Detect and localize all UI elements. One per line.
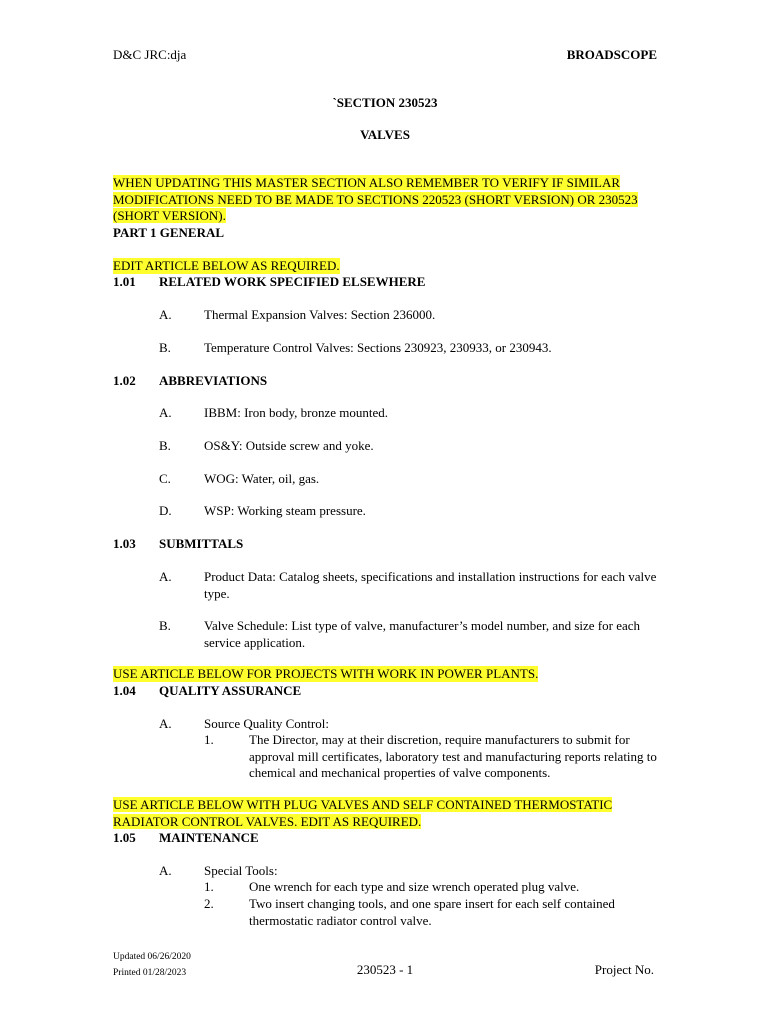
article-title: SUBMITTALS <box>159 536 244 551</box>
article-number: 1.05 <box>113 830 136 845</box>
item-text: Valve Schedule: List type of valve, manufacturer’s model number, and size for each service application. <box>204 618 641 650</box>
item-text: WSP: Working steam pressure. <box>204 503 366 518</box>
sub-item-number: 1. <box>204 879 214 894</box>
article-number: 1.02 <box>113 373 136 388</box>
item-text: OS&Y: Outside screw and yoke. <box>204 438 374 453</box>
footer-project: Project No. <box>594 962 654 977</box>
editor-note-plug: USE ARTICLE BELOW WITH PLUG VALVES AND SELF CONTAINED THERMOSTATIC RADIATOR CONTROL VALVES. EDIT AS REQUIRED. <box>113 797 613 829</box>
section-name: VALVES <box>360 127 410 142</box>
item-letter: A. <box>159 405 172 420</box>
article-title: ABBREVIATIONS <box>159 373 268 388</box>
item-letter: A. <box>159 569 172 584</box>
header-right: BROADSCOPE <box>566 47 657 62</box>
item-text: IBBM: Iron body, bronze mounted. <box>204 405 389 420</box>
sub-item-text: One wrench for each type and size wrench operated plug valve. <box>249 879 580 894</box>
footer-updated: Updated 06/26/2020 <box>113 952 191 962</box>
item-text: Special Tools: <box>204 863 278 878</box>
sub-item-number: 2. <box>204 896 214 911</box>
item-letter: A. <box>159 716 172 731</box>
item-text: Temperature Control Valves: Sections 230923, 230933, or 230943. <box>204 340 552 355</box>
article-title: MAINTENANCE <box>159 830 259 845</box>
item-letter: B. <box>159 618 171 633</box>
part-1-heading: PART 1 GENERAL <box>113 225 225 240</box>
article-number: 1.04 <box>113 683 136 698</box>
header-left: D&C JRC:dja <box>113 47 187 62</box>
item-letter: A. <box>159 863 172 878</box>
sub-item-number: 1. <box>204 732 214 747</box>
editor-note-power: USE ARTICLE BELOW FOR PROJECTS WITH WORK IN POWER PLANTS. <box>113 666 539 681</box>
item-letter: B. <box>159 340 171 355</box>
item-letter: A. <box>159 307 172 322</box>
footer-printed: Printed 01/28/2023 <box>113 968 187 978</box>
editor-note-edit: EDIT ARTICLE BELOW AS REQUIRED. <box>113 258 340 273</box>
article-number: 1.03 <box>113 536 136 551</box>
article-number: 1.01 <box>113 274 136 289</box>
sub-item-text: Two insert changing tools, and one spare insert for each self contained thermostatic radiator control valve. <box>249 896 615 928</box>
article-title: QUALITY ASSURANCE <box>159 683 302 698</box>
item-text: Source Quality Control: <box>204 716 329 731</box>
item-text: Thermal Expansion Valves: Section 236000. <box>204 307 436 322</box>
item-text: Product Data: Catalog sheets, specifications and installation instructions for each valve type. <box>204 569 657 601</box>
editor-note-top: WHEN UPDATING THIS MASTER SECTION ALSO REMEMBER TO VERIFY IF SIMILAR MODIFICATIONS NEED TO BE MADE TO SECTIONS 220523 (SHORT VERSION) OR 230523 (SHORT VERSION). <box>113 175 638 223</box>
section-title: `SECTION 230523 <box>332 95 438 110</box>
item-text: WOG: Water, oil, gas. <box>204 471 320 486</box>
item-letter: B. <box>159 438 171 453</box>
item-letter: D. <box>159 503 172 518</box>
sub-item-text: The Director, may at their discretion, require manufacturers to submit for approval mill certificates, laboratory test and manufacturing reports relating to chemical and mechanical properties of valve components. <box>249 732 657 780</box>
item-letter: C. <box>159 471 171 486</box>
article-title: RELATED WORK SPECIFIED ELSEWHERE <box>159 274 426 289</box>
page-number: 230523 - 1 <box>356 962 414 977</box>
